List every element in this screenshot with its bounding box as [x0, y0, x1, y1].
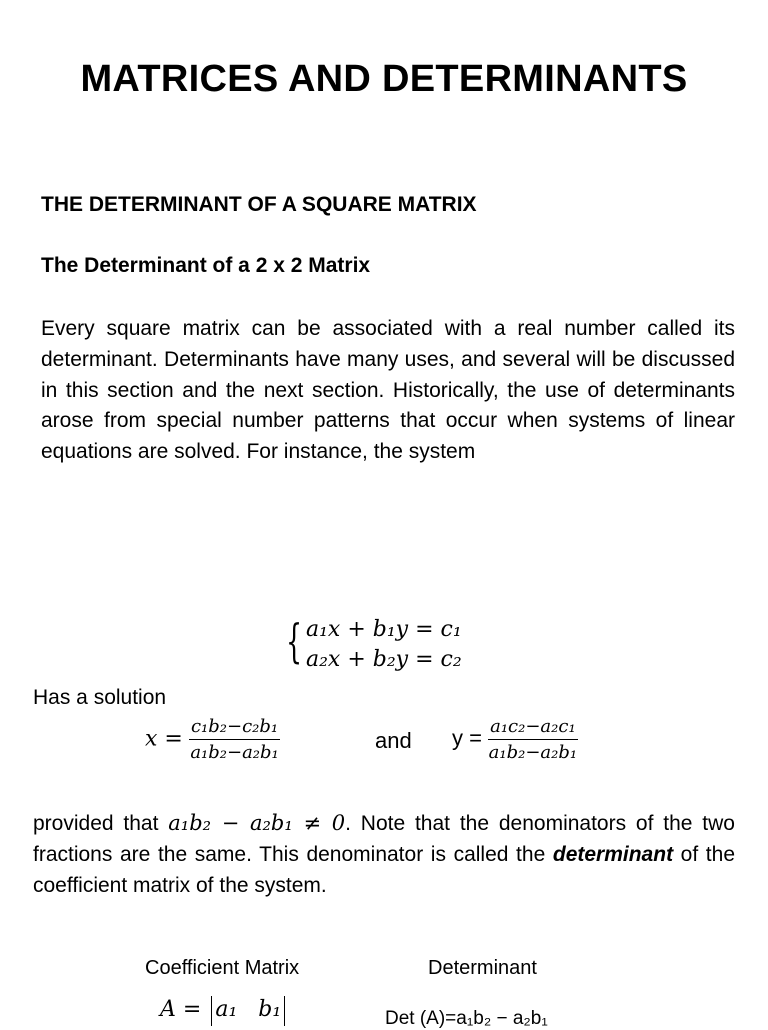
matrix-left-bar [211, 996, 212, 1026]
y-fraction [488, 716, 578, 763]
x-lhs: x = [145, 726, 183, 752]
subsection-heading: The Determinant of a 2 x 2 Matrix [41, 254, 371, 277]
determinant-paragraph [33, 808, 735, 901]
equation-1: a₁x + b₁y = c₁ [306, 617, 462, 642]
x-denominator: a₁b₂−a₂b₁ [190, 742, 279, 763]
y-lhs: y = [452, 725, 482, 751]
x-solution [145, 716, 280, 763]
system-brace: { [286, 614, 303, 668]
matrix-lhs: A = [160, 997, 202, 1022]
para2-suffix: of the coefficient matrix of the system. [33, 842, 735, 897]
matrix-a1: a₁ [215, 997, 238, 1022]
nonzero-condition: a₁b₂ − a₂b₁ ≠ 0 [168, 811, 346, 835]
y-denominator: a₁b₂−a₂b₁ [488, 742, 578, 763]
para2-prefix: provided that [33, 812, 169, 835]
matrix-right-bar [284, 996, 285, 1026]
y-numerator: a₁c₂−a₂c₁ [488, 716, 578, 740]
and-text: and [375, 728, 412, 753]
equation-2: a₂x + b₂y = c₂ [306, 647, 462, 672]
para2-middle: . Note that the denominators of the two fractions are the same. This denominator is called the [33, 812, 735, 866]
x-numerator: c₁b₂−c₂b₁ [189, 716, 280, 740]
matrix-b1: b₁ [258, 997, 282, 1022]
y-solution [452, 716, 578, 763]
determinant-expression: Det (A)=a₁b₂ − a₂b₁ [385, 1008, 548, 1029]
coefficient-matrix [160, 996, 288, 1026]
coefficient-matrix-label: Coefficient Matrix [145, 957, 300, 979]
has-solution-text: Has a solution [33, 686, 167, 709]
x-fraction [189, 716, 280, 763]
page-title: MATRICES AND DETERMINANTS [80, 58, 688, 100]
equation-system [288, 615, 462, 675]
determinant-label: Determinant [428, 957, 537, 979]
determinant-term: determinant [552, 842, 674, 866]
section-heading: THE DETERMINANT OF A SQUARE MATRIX [41, 193, 477, 216]
intro-paragraph: Every square matrix can be associated with a real number called its determinant. Determinants have many uses, and several will be discussed in this section and the next section. Historically, the use of determinants arose from special number patterns that occur when systems of linear equations are solved. For instance, the system [41, 317, 735, 464]
